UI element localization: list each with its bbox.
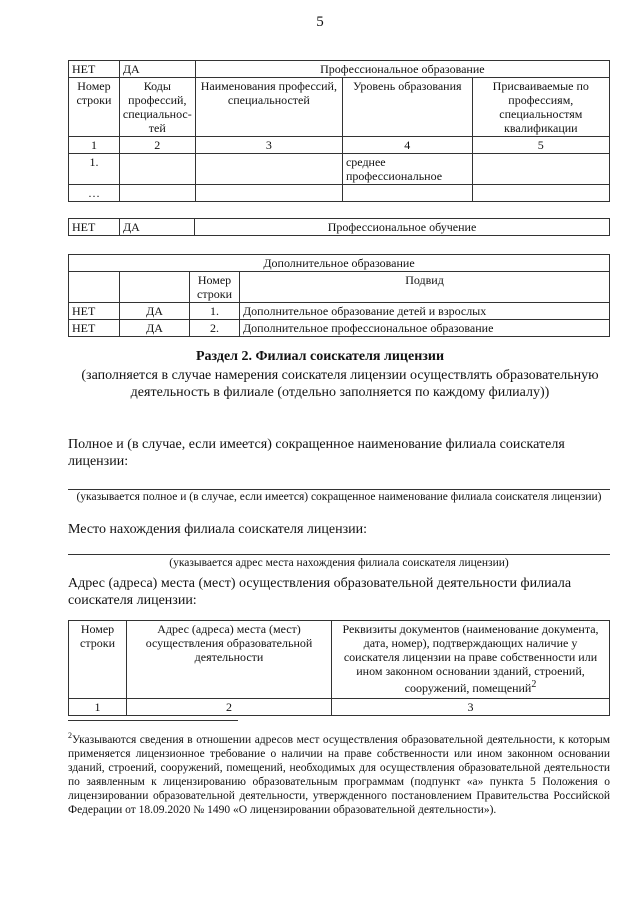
da-cell[interactable]: ДА bbox=[120, 303, 190, 320]
header-cell: Подвид bbox=[240, 272, 610, 303]
footnote-divider bbox=[68, 720, 238, 721]
footnote-text: Указываются сведения в отношении адресов мест осуществления образовательной деятельности, к которым применяется лицензионное требование о наличии на праве собственности или ином законном основании зданий, строений, сооружений, помещений, необходимых для осуществления образовательной деятельности по заявленным к лицензированию образовательным программам (подпункт «а» пункта 5 Положения о лицензировании образовательной деятельности, утвержденного постановлением Правительства Российской Федерации от 18.09.2020 № 1490 «О лицензировании образовательной деятельности»). bbox=[68, 733, 610, 816]
row-number: 1. bbox=[190, 303, 240, 320]
table-title: Профессиональное образование bbox=[195, 61, 609, 78]
row-number: … bbox=[69, 185, 120, 202]
header-cell: Уровень образования bbox=[342, 78, 472, 137]
data-cell[interactable] bbox=[472, 185, 609, 202]
da-cell[interactable]: ДА bbox=[120, 320, 190, 337]
data-cell[interactable] bbox=[119, 154, 195, 185]
footnote-number: 2 bbox=[68, 731, 72, 740]
net-cell[interactable]: НЕТ bbox=[69, 320, 120, 337]
section-subtitle: (заполняется в случае намерения соискателя лицензии осуществлять образовательную деятельность в филиале (отдельно заполняется по каждому филиалу)) bbox=[81, 368, 599, 400]
branch-location-label: Место нахождения филиала соискателя лицензии: bbox=[68, 522, 368, 537]
footnote bbox=[68, 729, 610, 817]
addresses-table bbox=[68, 620, 610, 716]
professional-training-table bbox=[68, 218, 610, 236]
da-cell[interactable]: ДА bbox=[119, 61, 195, 78]
branch-location-hint: (указывается адрес места нахождения филиала соискателя лицензии) bbox=[169, 557, 509, 569]
row-number: 2. bbox=[190, 320, 240, 337]
index-cell: 2 bbox=[119, 137, 195, 154]
empty-cell bbox=[69, 272, 120, 303]
header-cell: Номер строки bbox=[69, 78, 120, 137]
row-number: 1. bbox=[69, 154, 120, 185]
data-cell[interactable] bbox=[342, 185, 472, 202]
index-cell: 2 bbox=[127, 699, 332, 716]
data-cell[interactable] bbox=[195, 185, 342, 202]
table-title: Дополнительное образование bbox=[69, 255, 610, 272]
index-cell: 1 bbox=[69, 699, 127, 716]
table-title: Профессиональное обучение bbox=[195, 219, 610, 236]
header-cell: Номер строки bbox=[190, 272, 240, 303]
branch-name-hint: (указывается полное и (в случае, если имеется) сокращенное наименование филиала соискателя лицензии) bbox=[76, 491, 602, 503]
data-cell[interactable] bbox=[119, 185, 195, 202]
index-cell: 1 bbox=[69, 137, 120, 154]
header-text: Реквизиты документов (наименование документа, дата, номер), подтверждающих наличие у соискателя лицензии на праве собственности или ином законном основании зданий, строений, сооружений, помещений bbox=[342, 622, 599, 695]
da-cell[interactable]: ДА bbox=[120, 219, 195, 236]
professional-education-table bbox=[68, 60, 610, 202]
footnote-mark[interactable]: 2 bbox=[531, 679, 537, 690]
branch-name-line[interactable] bbox=[68, 489, 610, 490]
additional-education-table bbox=[68, 254, 610, 337]
index-cell: 3 bbox=[332, 699, 610, 716]
header-cell: Адрес (адреса) места (мест) осуществления образовательной деятельности bbox=[127, 621, 332, 699]
branch-location-line[interactable] bbox=[68, 554, 610, 555]
index-cell: 5 bbox=[472, 137, 609, 154]
page-number: 5 bbox=[316, 14, 324, 30]
index-cell: 4 bbox=[342, 137, 472, 154]
empty-cell bbox=[120, 272, 190, 303]
subtype-name: Дополнительное профессиональное образование bbox=[240, 320, 610, 337]
header-cell bbox=[332, 621, 610, 699]
net-cell[interactable]: НЕТ bbox=[69, 303, 120, 320]
header-cell: Наименования профессий, специальностей bbox=[195, 78, 342, 137]
index-cell: 3 bbox=[195, 137, 342, 154]
header-cell: Коды профессий, специальнос-тей bbox=[119, 78, 195, 137]
net-cell[interactable]: НЕТ bbox=[69, 219, 120, 236]
net-cell[interactable]: НЕТ bbox=[69, 61, 120, 78]
data-cell[interactable] bbox=[472, 154, 609, 185]
data-cell[interactable] bbox=[195, 154, 342, 185]
activity-address-label: Адрес (адреса) места (мест) осуществления образовательной деятельности филиала соискателя лицензии: bbox=[68, 576, 572, 608]
section-title: Раздел 2. Филиал соискателя лицензии bbox=[195, 349, 445, 364]
education-level-cell: среднее профессиональное bbox=[342, 154, 472, 185]
subtype-name: Дополнительное образование детей и взрослых bbox=[240, 303, 610, 320]
header-cell: Номер строки bbox=[69, 621, 127, 699]
header-cell: Присваиваемые по профессиям, специальностям квалификации bbox=[472, 78, 609, 137]
branch-name-label: Полное и (в случае, если имеется) сокращенное наименование филиала соискателя лицензии: bbox=[68, 437, 565, 469]
